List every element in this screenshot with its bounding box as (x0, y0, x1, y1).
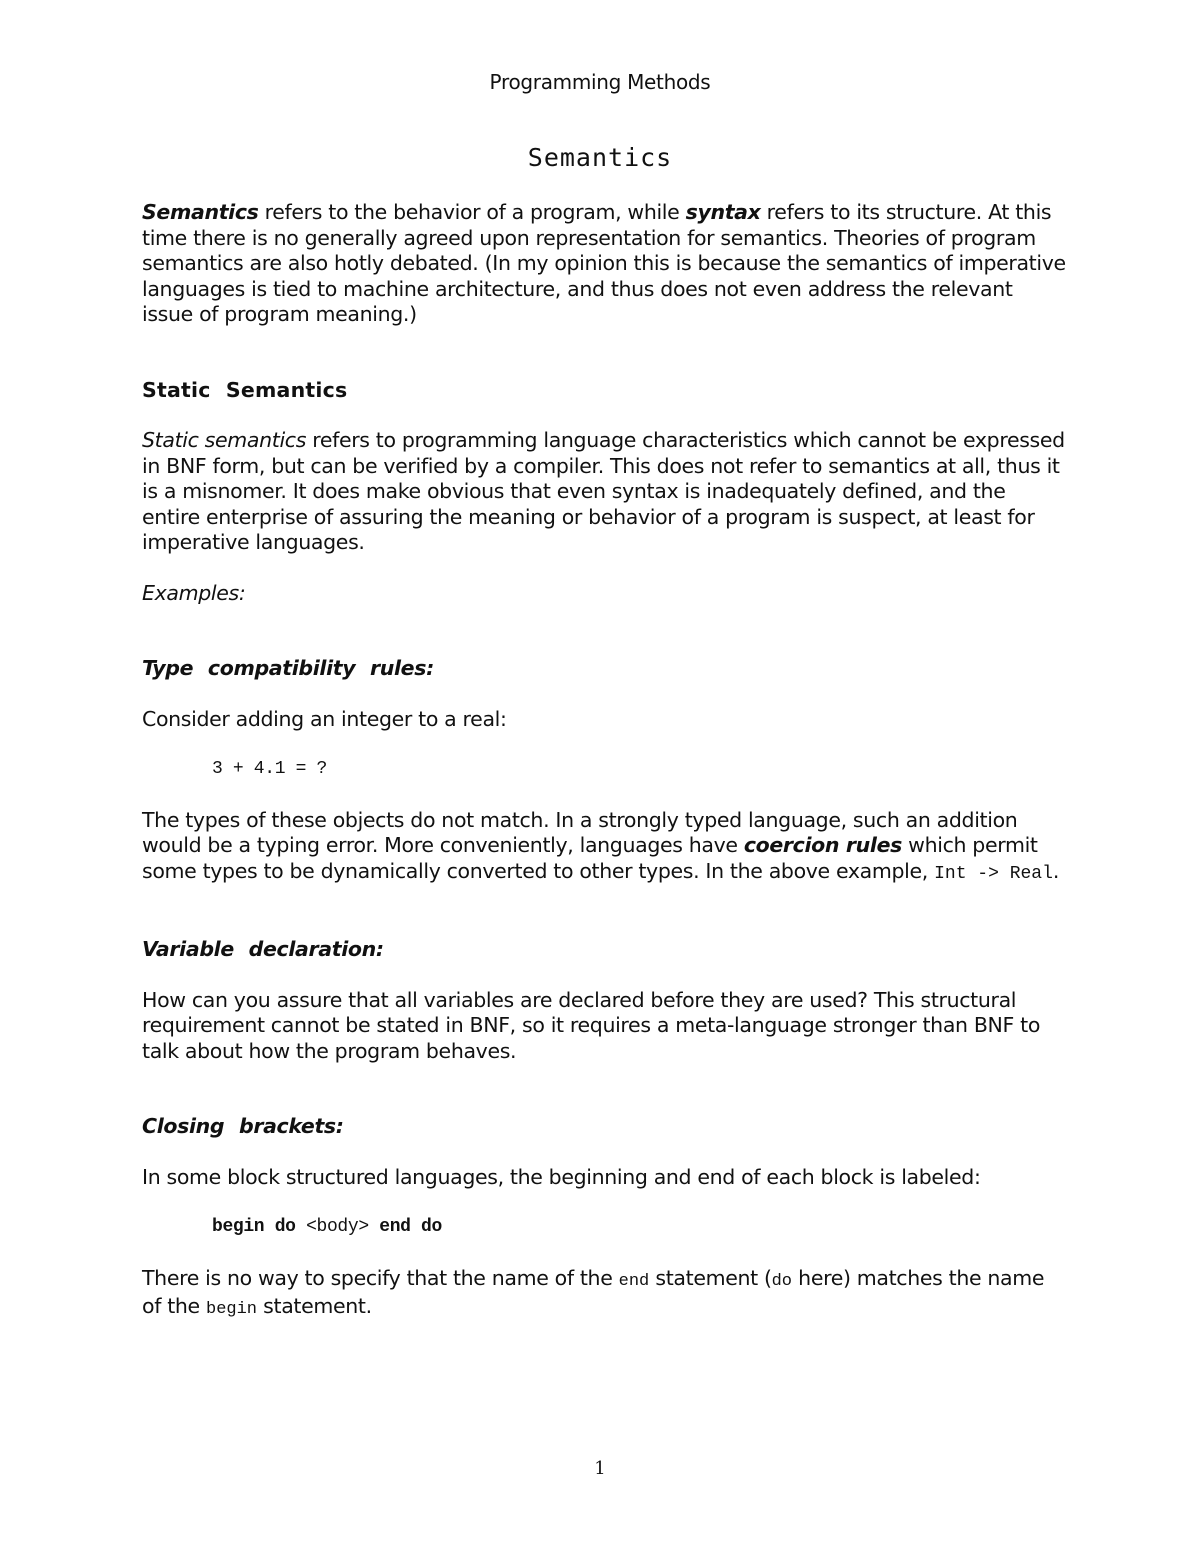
closing-brackets-code (142, 1215, 1067, 1241)
examples-label: Examples: (142, 580, 246, 605)
closing-text-4: statement. (257, 1294, 372, 1318)
code-end-do: end do (379, 1217, 442, 1237)
type-compat-text-2: which permit some types to be dynamically converted to other types. In the above example, (142, 833, 1038, 883)
type-compat-text-1: The types of these objects do not match. In a strongly typed language, such an addition would be a typing error. More conveniently, languages have (142, 807, 1018, 857)
closing-text-3: here) matches the name of the (142, 1265, 1045, 1318)
coercion-rules-term: coercion rules (743, 833, 902, 857)
code-begin-do: begin do (212, 1217, 296, 1237)
static-semantics-text: refers to programming language characteristics which cannot be expressed in BNF form, but can be verified by a compiler. This does not refer to semantics at all, thus it is a misnomer. It does make obvious that even syntax is inadequately defined, and the entire enterprise of assuring the meaning or behavior of a program is suspect, at least for imperative languages. (142, 428, 1065, 554)
intro-paragraph (142, 200, 1067, 328)
variable-declaration-paragraph: How can you assure that all variables are declared before they are used? This structural requirement cannot be stated in BNF, so it requires a meta-language stronger than BNF to talk about how the program behaves. (142, 987, 1041, 1063)
type-compat-paragraph (142, 808, 1067, 888)
document-body (142, 200, 1067, 1323)
closing-text-1: There is no way to specify that the name of the (142, 1265, 619, 1290)
inline-code-begin: begin (206, 1300, 258, 1319)
inline-code-end: end (618, 1271, 650, 1291)
subheading-variable-declaration: Variable declaration: (142, 937, 384, 961)
intro-text-2: refers to its structure. At this time there is no generally agreed upon representation for semantics. Theories of program semantics are also hotly debated. (In my opinion this is because the semantics of imperative languages is tied to machine architecture, and thus does not even address the relevant issue of program meaning.) (142, 200, 1066, 326)
intro-term-syntax: syntax (685, 200, 761, 224)
page-number: 1 (594, 1458, 606, 1479)
closing-brackets-intro: In some block structured languages, the beginning and end of each block is labeled: (142, 1164, 981, 1189)
intro-text-1: refers to the behavior of a program, while (258, 200, 686, 224)
subheading-closing-brackets: Closing brackets: (142, 1114, 344, 1138)
closing-text-2: statement ( (649, 1265, 772, 1290)
inline-code-do: do (771, 1271, 793, 1291)
static-semantics-paragraph (142, 428, 1067, 556)
code-body: <body> (295, 1217, 380, 1237)
type-compat-intro: Consider adding an integer to a real: (142, 706, 507, 731)
subheading-type-compatibility: Type compatibility rules: (142, 656, 434, 680)
inline-code-int-real: Int -> Real (934, 863, 1053, 884)
running-header: Programming Methods (489, 70, 711, 94)
closing-brackets-paragraph (142, 1266, 1067, 1323)
type-compat-text-3: . (1052, 858, 1060, 883)
page-title: Semantics (527, 143, 673, 172)
static-semantics-term: Static semantics (142, 428, 307, 452)
type-compat-code: 3 + 4.1 = ? (212, 759, 327, 779)
intro-term-semantics: Semantics (142, 200, 259, 224)
section-heading-static-semantics: Static Semantics (142, 377, 348, 402)
